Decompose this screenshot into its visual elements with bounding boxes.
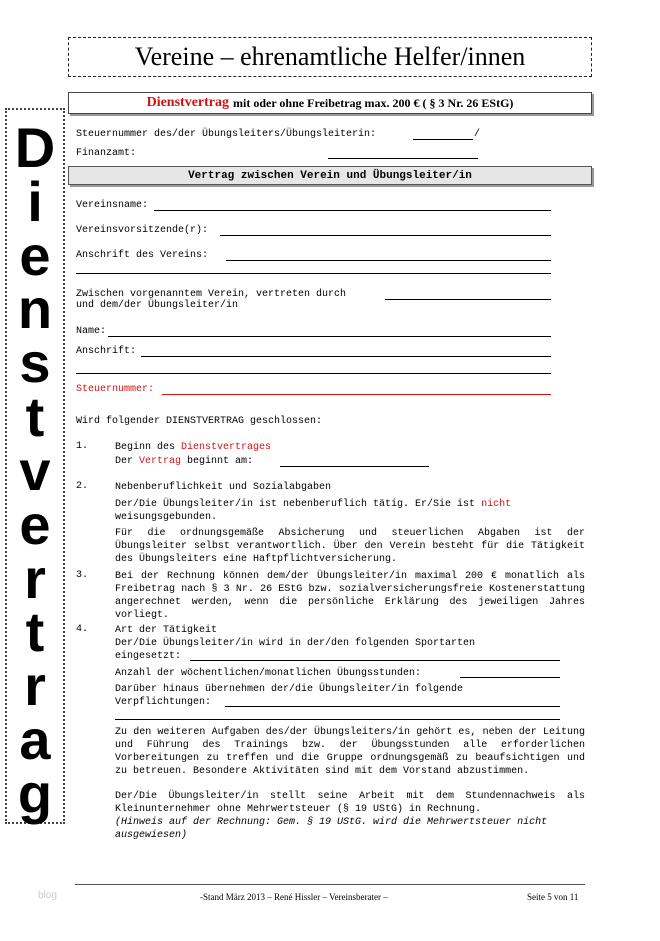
name-label: Name: [76, 326, 107, 337]
anschrift-verein-blank-2[interactable] [76, 273, 551, 274]
anschrift-blank[interactable] [141, 356, 551, 357]
section-4-l4: Darüber hinaus übernehmen der/die Übungsleiter/in folgende [115, 684, 464, 695]
footer-page: Seite 5 von 11 [527, 892, 579, 902]
section-2-p2: Für die ordnungsgemäße Absicherung und steuerlichen Abgaben ist der Übungsleiter selbst verantwortlich. Über den Verein besteht für die Tätigkeit des Übungsleiters eine Haftpflichtversicherung. [115, 528, 585, 565]
section-4-l2: eingesetzt: [115, 651, 182, 662]
vorsitzende-blank[interactable] [220, 235, 551, 236]
finanzamt-label: Finanzamt: [76, 148, 137, 159]
subtitle-rest: mit oder ohne Freibetrag max. 200 € ( § 3 Nr. 26 EStG) [233, 95, 514, 110]
banner-letter: v [19, 438, 51, 502]
banner-letter: s [19, 331, 51, 395]
uebungsstunden-blank[interactable] [460, 677, 560, 678]
section-2-title: Nebenberuflichkeit und Sozialabgaben [115, 482, 332, 493]
sportarten-blank[interactable] [190, 660, 560, 661]
banner-letter: t [25, 385, 45, 449]
section-4-l1: Der/Die Übungsleiter/in wird in der/den folgenden Sportarten [115, 638, 476, 649]
footer-watermark: blog [38, 890, 57, 901]
name-blank[interactable] [108, 336, 551, 337]
steuernummer-label: Steuernummer des/der Übungsleiters/Übungsleiterin: [76, 129, 377, 140]
steuernummer-suffix: / [474, 129, 481, 140]
vertreten-durch-label: Zwischen vorgenanntem Verein, vertreten durch [76, 289, 347, 300]
section-1-title: Beginn des Dienstvertrages [115, 442, 272, 453]
section-2-number: 2. [76, 481, 89, 492]
section-4-title: Art der Tätigkeit [115, 625, 218, 636]
footer-rule [75, 884, 585, 885]
section-2-p1b: weisungsgebunden. [115, 512, 218, 523]
anschrift-verein-blank[interactable] [226, 260, 551, 261]
section-4-p1: Zu den weiteren Aufgaben des/der Übungsleiters/in gehört es, neben der Leitung und Führung des Trainings bzw. der Übungsstunden alle erforderlichen Vorbereitungen zu treffen und die Gruppe ordnungsgemäß zu beaufsichtigen und zu betreuen. Besondere Aktivitäten sind mit dem Vorstand abzustimmen. [115, 727, 585, 777]
section-3-text: Bei der Rechnung können dem/der Übungsleiter/in maximal 200 € monatlich als Freibetrag nach § 3 Nr. 26 EStG bzw. sozialversicherungsfreie Kostenerstattung angerechnet werden, wenn die persönliche Erklärung des jeweiligen Jahres vorliegt. [115, 571, 585, 621]
banner-letter: r [24, 546, 46, 610]
vertreten-durch-blank[interactable] [385, 299, 551, 300]
anschrift-blank-2[interactable] [76, 373, 551, 374]
steuernummer-blank[interactable] [413, 139, 473, 140]
banner-letter: n [17, 277, 53, 341]
steuernummer-uel-blank[interactable] [162, 394, 551, 395]
section-4-l5: Verpflichtungen: [115, 697, 212, 708]
intro-text: Wird folgender DIENSTVERTRAG geschlossen: [76, 416, 323, 427]
anschrift-label: Anschrift: [76, 346, 137, 357]
vorsitzende-label: Vereinsvorsitzende(r): [76, 225, 209, 236]
section-2-p1: Der/Die Übungsleiter/in ist nebenberuflich tätig. Er/Sie ist nicht [115, 499, 512, 510]
section-1-number: 1. [76, 441, 89, 452]
anschrift-verein-label: Anschrift des Vereins: [76, 250, 209, 261]
section-1-line: Der Vertrag beginnt am: [115, 456, 254, 467]
section-title: Vertrag zwischen Verein und Übungsleiter/in [188, 169, 472, 182]
vertical-banner [5, 108, 65, 824]
banner-letter: e [19, 223, 51, 287]
section-3-number: 3. [76, 570, 89, 581]
finanzamt-blank[interactable] [328, 158, 478, 159]
beginn-datum-blank[interactable] [280, 466, 429, 467]
subtitle-box [68, 92, 592, 114]
banner-letter: i [27, 169, 43, 233]
banner-letter: g [17, 761, 53, 825]
section-4-p3: (Hinweis auf der Rechnung: Gem. § 19 UStG. wird die Mehrwertsteuer nicht ausgewiesen) [115, 817, 548, 841]
banner-letter: r [24, 654, 46, 718]
section-4-number: 4. [76, 624, 89, 635]
banner-letter: D [14, 116, 56, 179]
banner-letter: a [19, 708, 51, 772]
banner-letter: e [19, 492, 51, 556]
vereinsname-blank[interactable] [154, 210, 551, 211]
footer-center: -Stand März 2013 – René Hissler – Vereinsberater – [200, 892, 388, 902]
page-title [68, 37, 592, 77]
section-4-p2: Der/Die Übungsleiter/in stellt seine Arbeit mit dem Stundennachweis als Kleinunternehmer ohne Mehrwertsteuer (§ 19 UStG) in Rechnung. [115, 791, 585, 815]
vereinsname-label: Vereinsname: [76, 200, 149, 211]
banner-letter: t [25, 600, 45, 664]
page-title-text: Vereine – ehrenamtliche Helfer/innen [134, 42, 526, 71]
section-4-l3: Anzahl der wöchentlichen/monatlichen Übungsstunden: [115, 668, 422, 679]
verpflichtungen-blank-2[interactable] [115, 719, 560, 720]
section-title-box [68, 166, 592, 185]
verpflichtungen-blank[interactable] [225, 706, 560, 707]
subtitle-red: Dienstvertrag [146, 95, 229, 110]
uebungsleiter-label: und dem/der Übungsleiter/in [76, 300, 239, 311]
steuernummer-uel-label: Steuernummer: [76, 384, 155, 395]
